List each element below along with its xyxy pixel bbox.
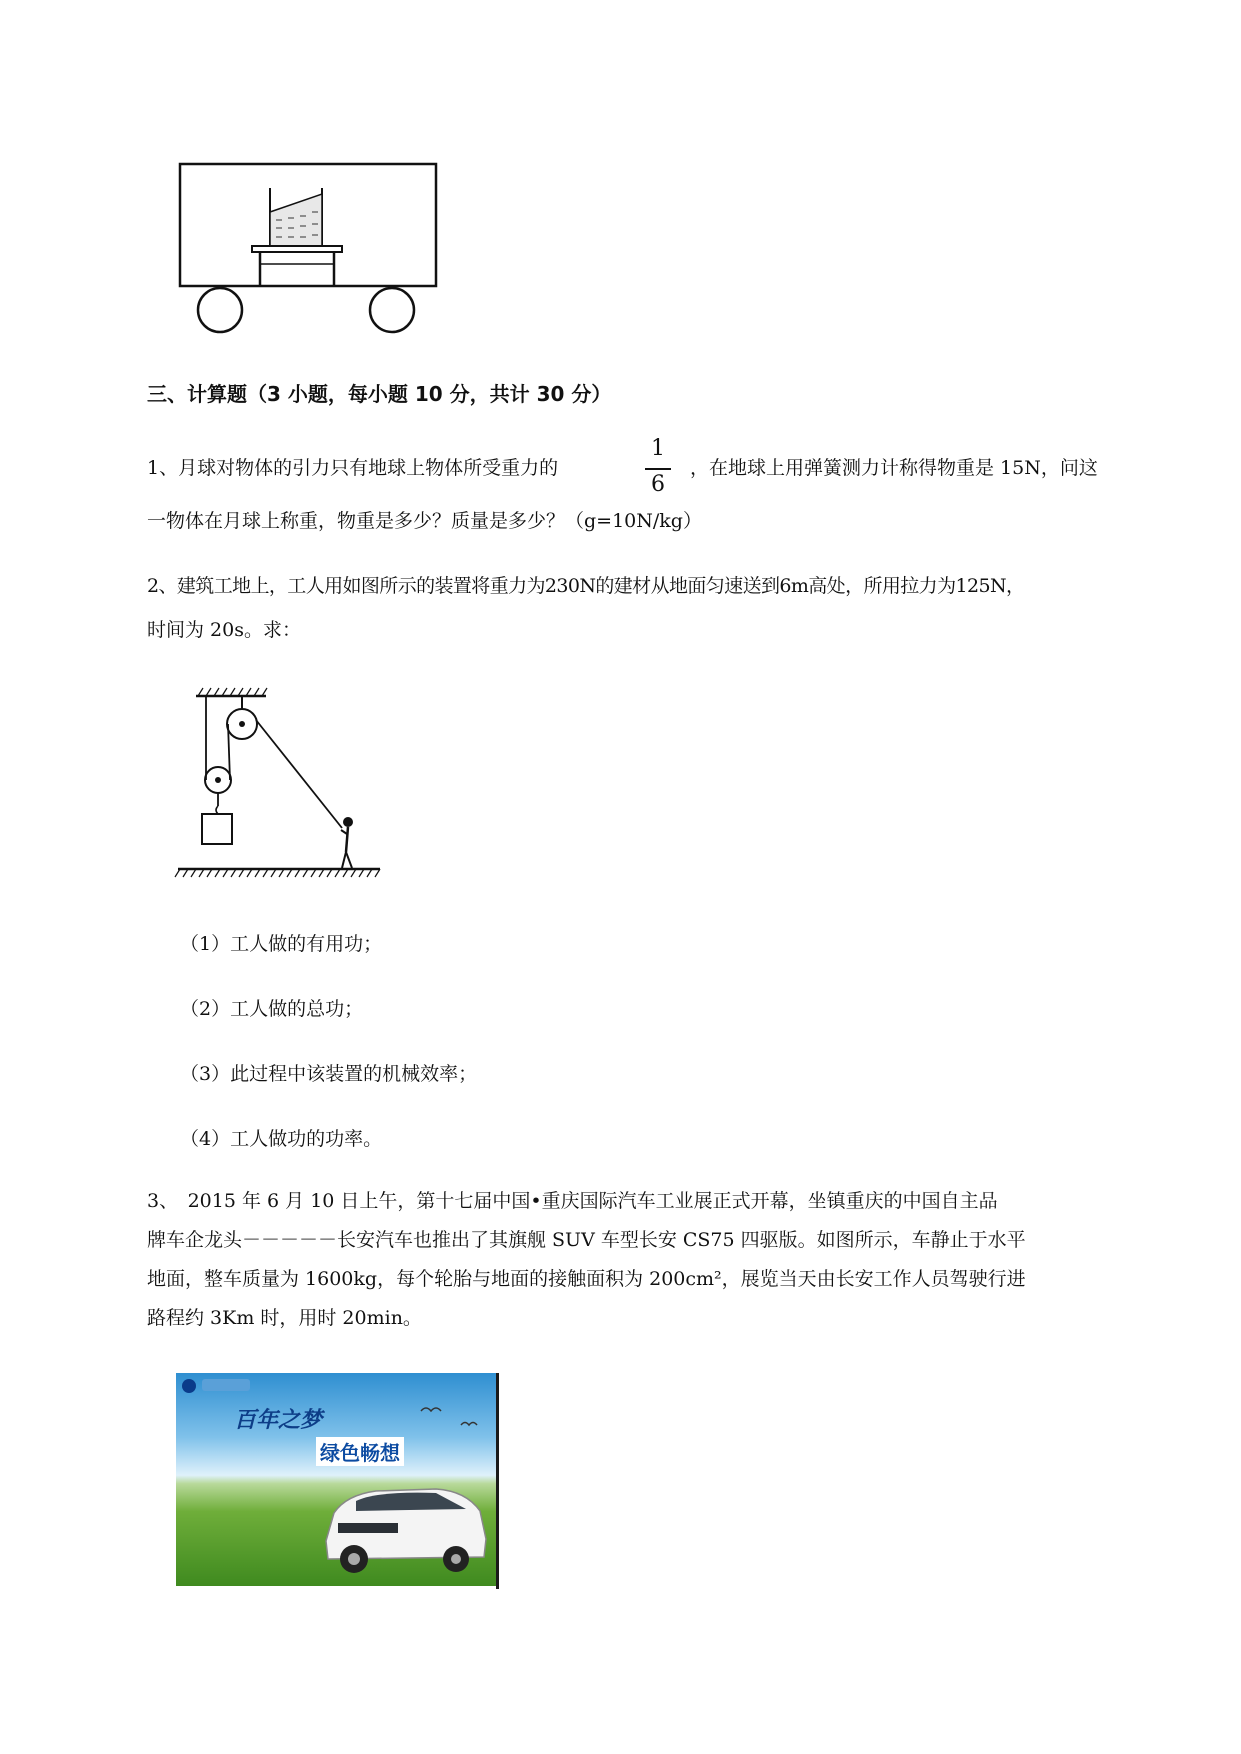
brand-logo-icon xyxy=(182,1379,196,1393)
suv-car xyxy=(316,1461,491,1581)
brand-badge xyxy=(202,1379,250,1391)
q3-line2: 牌车企龙头－－－－－长安汽车也推出了其旗舰 SUV 车型长安 CS75 四驱版。如图所示，车静止于水平 xyxy=(147,1229,1026,1251)
pulley-diagram xyxy=(170,680,390,885)
q2-sub2: （2）工人做的总功； xyxy=(180,998,364,1020)
q2-sub3: （3）此过程中该装置的机械效率； xyxy=(180,1063,478,1085)
q2-sub1: （1）工人做的有用功； xyxy=(180,933,383,955)
fraction-numerator: 1 xyxy=(651,436,665,461)
photo-edge xyxy=(496,1373,499,1589)
section-heading: 三、计算题（3 小题，每小题 10 分，共计 30 分） xyxy=(147,382,612,406)
q3-line4: 路程约 3Km 时，用时 20min。 xyxy=(147,1307,422,1329)
q2-line2: 时间为 20s。求： xyxy=(147,619,301,641)
cart-diagram xyxy=(170,160,450,340)
photo-title: 百年之梦 xyxy=(234,1408,323,1433)
q2-sub4: （4）工人做功的功率。 xyxy=(180,1128,383,1150)
q3-line3: 地面，整车质量为 1600kg，每个轮胎与地面的接触面积为 200cm²，展览当天由长安工作人员驾驶行进 xyxy=(147,1268,1026,1290)
birds-icon xyxy=(411,1391,491,1441)
q3-line1: 3、 2015 年 6 月 10 日上午，第十七届中国•重庆国际汽车工业展正式开幕，坐镇重庆的中国自主品 xyxy=(147,1190,998,1212)
photo-subtitle: 绿色畅想 xyxy=(316,1437,404,1466)
q1-line1-after: ，在地球上用弹簧测力计称得物重是 15N，问这 xyxy=(690,457,1098,479)
fraction-bar xyxy=(645,468,671,470)
q1-line1-before: 1、月球对物体的引力只有地球上物体所受重力的 xyxy=(147,457,559,479)
q1-line2: 一物体在月球上称重，物重是多少？质量是多少？（g=10N/kg） xyxy=(147,510,702,532)
fraction-denominator: 6 xyxy=(651,472,665,497)
q2-line1: 2、建筑工地上，工人用如图所示的装置将重力为230N的建材从地面匀速送到6m高处，所用拉力为125N， xyxy=(147,575,1025,597)
suv-photo xyxy=(176,1373,498,1586)
